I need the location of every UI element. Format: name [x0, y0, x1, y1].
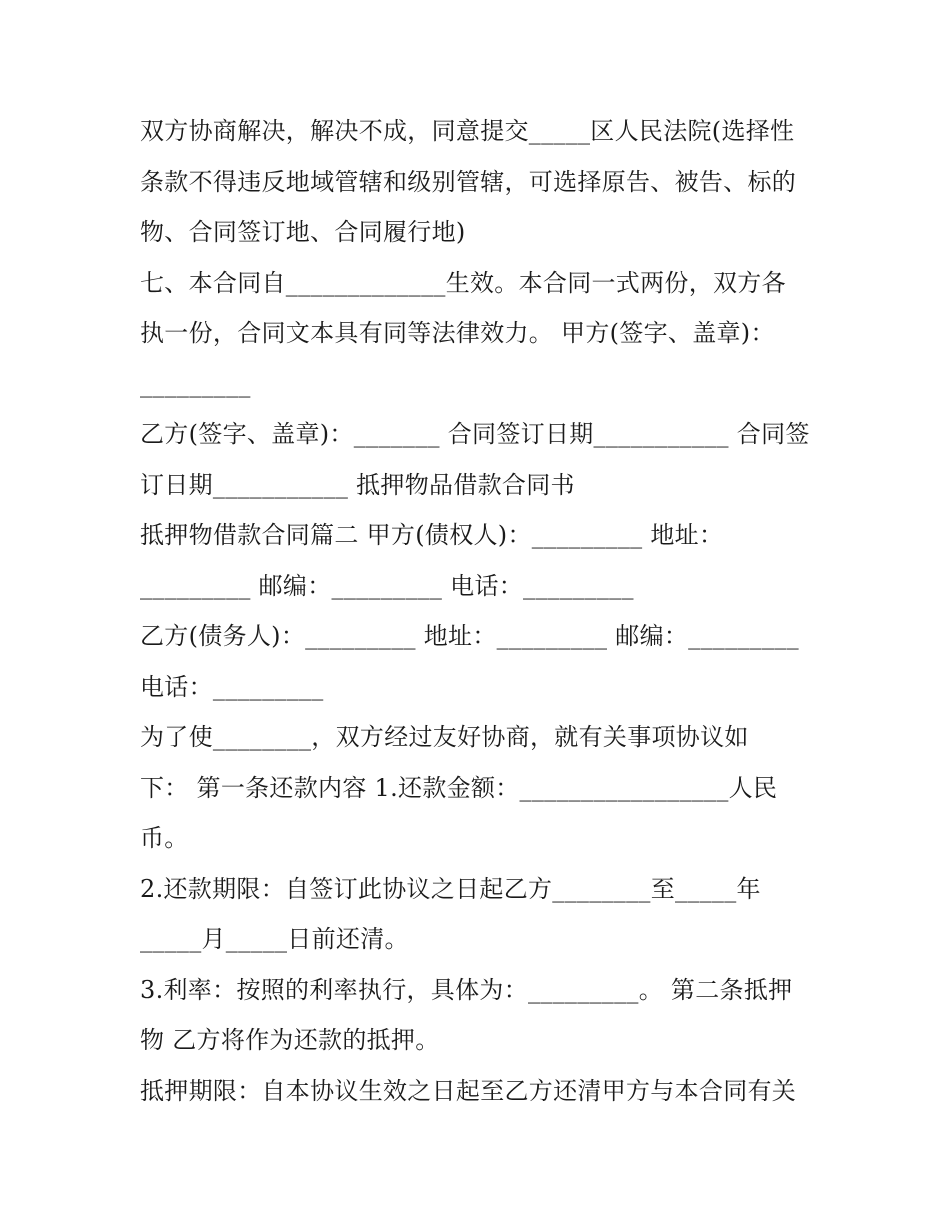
text-line: 电话：_________ [140, 672, 324, 701]
text-line: 乙方(债务人)：_________ 地址：_________ 邮编：_________ [140, 622, 799, 650]
text-line: 抵押物借款合同篇二 甲方(债权人)：_________ 地址： [140, 521, 724, 549]
text-line: 条款不得违反地域管辖和级别管辖，可选择原告、被告、标的 [140, 167, 797, 196]
document-body [140, 106, 820, 1116]
text-line: 2.还款期限：自签订此协议之日起乙方________至_____年 [140, 874, 761, 903]
text-line: 为了使________，双方经过友好协商，就有关事项协议如 [140, 723, 749, 751]
text-line: _____月_____日前还清。 [140, 925, 409, 953]
text-line: 物 乙方将作为还款的抵押。 [140, 1026, 440, 1054]
text-line: 乙方(签字、盖章)：_______ 合同签订日期___________ 合同签 [140, 420, 810, 448]
text-line: _________ [140, 369, 251, 398]
text-line: 物、合同签订地、合同履行地) [140, 218, 466, 246]
text-line: 下： 第一条还款内容 1.还款金额：_________________人民 [140, 773, 778, 802]
text-line: 执一份，合同文本具有同等法律效力。 甲方(签字、盖章)： [140, 319, 775, 347]
text-line: _________ 邮编：_________ 电话：_________ [140, 571, 634, 600]
text-line: 3.利率：按照的利率执行，具体为：_________。 第二条抵押 [140, 975, 793, 1004]
text-line: 双方协商解决，解决不成，同意提交_____区人民法院(选择性 [140, 117, 795, 145]
text-line: 抵押期限：自本协议生效之日起至乙方还清甲方与本合同有关 [140, 1076, 797, 1105]
text-line: 订日期___________ 抵押物品借款合同书 [140, 470, 575, 499]
text-line: 币。 [140, 824, 189, 852]
text-line: 七、本合同自_____________生效。本合同一式两份，双方各 [140, 268, 786, 297]
